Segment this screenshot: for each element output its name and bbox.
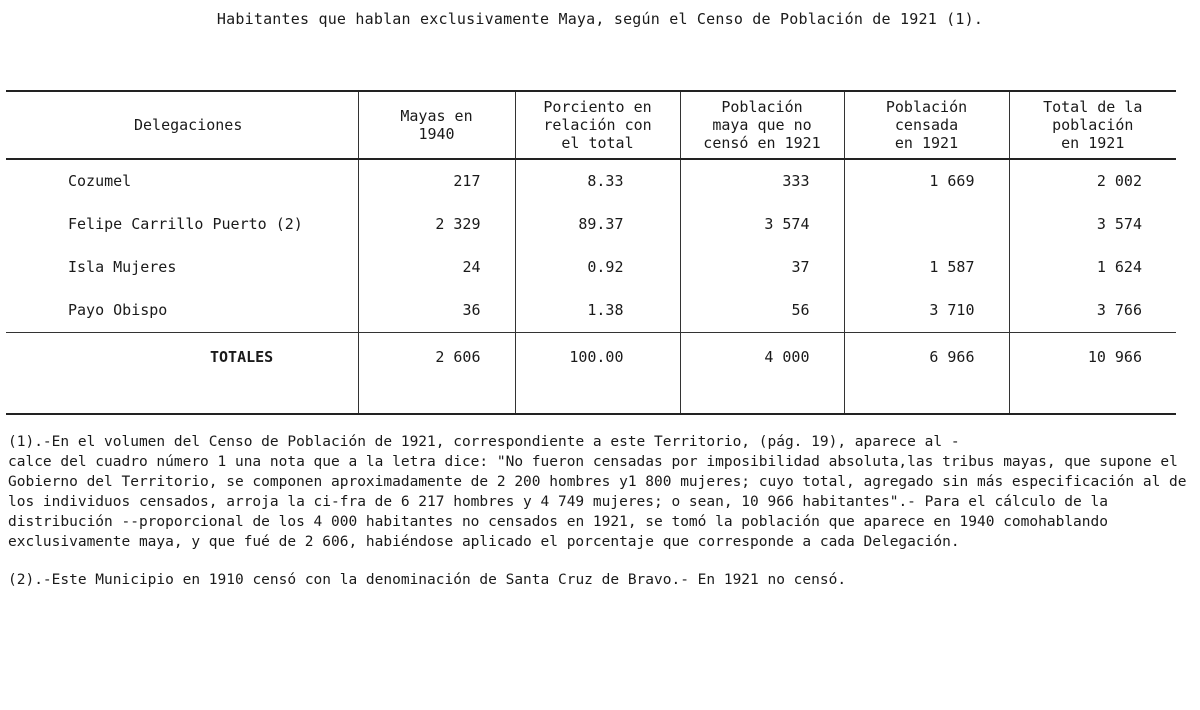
census-table-container — [6, 90, 1176, 415]
totals-cell-mayas-1940: 2 606 — [358, 333, 515, 415]
totals-label: TOTALES — [210, 348, 274, 366]
header-censada — [844, 91, 1009, 159]
cell-porciento: 8.33 — [515, 159, 680, 203]
cell-no-censo: 3 574 — [680, 203, 844, 246]
cell-porciento: 89.37 — [515, 203, 680, 246]
cell-censada: 1 587 — [844, 246, 1009, 289]
footnote-line: Este Municipio en 1910 censó con la denominación de Santa Cruz de Bravo.- En 1921 no censó. — [51, 572, 847, 588]
cell-delegacion: Cozumel — [68, 172, 132, 190]
header-porciento — [515, 91, 680, 159]
header-row — [6, 91, 1176, 159]
table-row — [6, 289, 1176, 333]
header-line: censada — [894, 116, 959, 134]
cell-no-censo: 56 — [680, 289, 844, 333]
cell-total: 3 766 — [1009, 289, 1176, 333]
header-delegaciones — [6, 91, 358, 159]
cell-censada — [844, 203, 1009, 246]
header-line: Delegaciones — [134, 116, 243, 134]
footnote-line: da Delegación. — [837, 534, 960, 550]
cell-mayas-1940: 217 — [358, 159, 515, 203]
cell-no-censo: 333 — [680, 159, 844, 203]
cell-mayas-1940: 36 — [358, 289, 515, 333]
table-row — [6, 203, 1176, 246]
cell-total: 3 574 — [1009, 203, 1176, 246]
footnote-label: (1).- — [8, 434, 52, 450]
cell-total: 2 002 — [1009, 159, 1176, 203]
cell-censada: 3 710 — [844, 289, 1009, 333]
cell-delegacion: Payo Obispo — [6, 289, 358, 333]
header-line: Total de la — [1043, 98, 1143, 116]
document-title: Habitantes que hablan exclusivamente Maya, según el Censo de Población de 1921 (1). — [216, 10, 984, 28]
footnote-1 — [8, 432, 1188, 552]
footnote-line: calce del cuadro número 1 una nota que a la letra dice: "No fueron censadas por imposibilidad absoluta, — [8, 454, 908, 470]
cell-mayas-1940: 24 — [358, 246, 515, 289]
cell-mayas-1940: 2 329 — [358, 203, 515, 246]
footnotes — [8, 432, 1188, 608]
totals-cell-censada: 6 966 — [844, 333, 1009, 415]
totals-cell-no-censo: 4 000 — [680, 333, 844, 415]
cell-no-censo: 37 — [680, 246, 844, 289]
totals-cell-porciento: 100.00 — [515, 333, 680, 415]
cell-censada: 1 669 — [844, 159, 1009, 203]
header-line: Mayas en — [400, 107, 473, 125]
cell-delegacion: Felipe Carrillo Puerto (2) — [68, 215, 303, 233]
table-row — [6, 246, 1176, 289]
header-line: en 1921 — [1061, 134, 1125, 152]
header-line: Población — [721, 98, 803, 116]
footnote-line: hablando exclusivamente maya, y que fué de 2 606, habiéndose aplicado el porcentaje que corresponde a ca — [8, 514, 1108, 550]
header-no-censo — [680, 91, 844, 159]
footnote-line: 1 800 mujeres; cuyo total, agregado sin más especificación al de los individuos censados, arroja la ci- — [8, 474, 1187, 510]
table-body — [6, 159, 1176, 414]
header-total — [1009, 91, 1176, 159]
header-line: en 1921 — [894, 134, 959, 152]
header-line: Porciento en — [543, 98, 652, 116]
footnote-label: (2).- — [8, 572, 52, 588]
footnote-line: proporcional de los 4 000 habitantes no censados en 1921, se tomó la población que aparece en 1940 como — [138, 514, 1039, 530]
footnote-line: fra de 6 217 hombres y 4 749 mujeres; o sean, 10 966 habitantes".- Para el cálculo de la distribución -- — [8, 494, 1108, 530]
header-line: el total — [561, 134, 634, 152]
census-table — [6, 90, 1176, 415]
table-row — [6, 159, 1176, 203]
footnote-line: En el volumen del Censo de Población de 1921, correspondiente a este Territorio, (pág. 19), aparece al - — [51, 434, 960, 450]
header-line: Población — [885, 98, 968, 116]
header-line: población — [1052, 116, 1134, 134]
footnote-line: las tribus mayas, que supone el Gobierno del Territorio, se componen aproximadamente de 2 200 hombres y — [8, 454, 1178, 490]
footnote-2 — [8, 570, 1188, 590]
header-line: censó en 1921 — [703, 134, 821, 152]
table-header — [6, 91, 1176, 159]
header-line: relación con — [543, 116, 652, 134]
cell-porciento: 0.92 — [515, 246, 680, 289]
cell-porciento: 1.38 — [515, 289, 680, 333]
header-mayas-1940 — [358, 91, 515, 159]
totals-row — [6, 333, 1176, 415]
totals-cell-total: 10 966 — [1009, 333, 1176, 415]
cell-total: 1 624 — [1009, 246, 1176, 289]
header-line: maya que no — [712, 116, 812, 134]
header-line: 1940 — [418, 125, 455, 143]
cell-delegacion: Isla Mujeres — [68, 258, 177, 276]
